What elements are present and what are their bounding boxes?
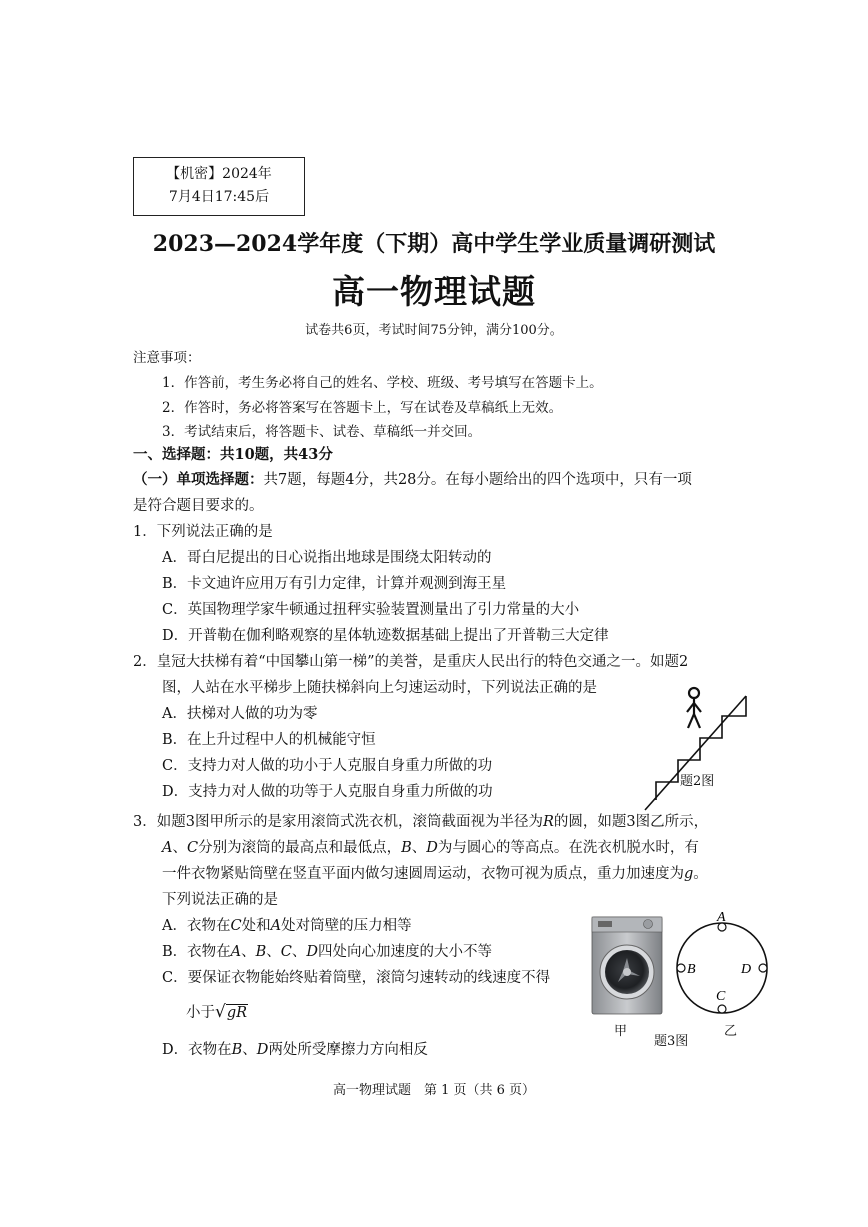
q3-stem-line-2	[162, 836, 699, 857]
drum-circle-figure	[672, 910, 772, 1018]
q2-option-d: D．支持力对人做的功等于人克服自身重力所做的功	[162, 784, 493, 800]
q1-option-b: B．卡文迪许应用万有引力定律，计算并观测到海王星	[162, 576, 507, 592]
q2-option-c: C．支持力对人做的功小于人克服自身重力所做的功	[162, 758, 493, 774]
q1-stem: 1．下列说法正确的是	[133, 524, 273, 540]
point-c-marker	[718, 1005, 726, 1013]
var-b: B	[255, 944, 267, 960]
subsection-line-2: 是符合题目要求的。	[133, 498, 264, 514]
q3-stem-text: 为与圆心的等高点。在洗衣机脱水时，有	[437, 840, 699, 856]
q3-stem-text: 、	[172, 840, 187, 856]
q3-option-b	[162, 940, 492, 961]
exam-title: 2023—2024学年度（下期）高中学生学业质量调研测试	[152, 231, 716, 257]
q2-stem-line-2: 图，人站在水平梯步上随扶梯斜向上匀速运动时，下列说法正确的是	[162, 680, 597, 696]
exam-info: 试卷共6页，考试时间75分钟，满分100分。	[305, 323, 563, 338]
figure-label-yi: 乙	[724, 1024, 738, 1039]
option-text: 处和	[241, 918, 271, 934]
q3-stem-text: 、	[411, 840, 427, 856]
notice-item-2: 2．作答时，务必将答案写在答题卡上，写在试卷及草稿纸上无效。	[162, 400, 563, 416]
sqrt-sign: √	[215, 1002, 226, 1022]
label-c: C	[716, 989, 726, 1004]
q1-option-c: C．英国物理学家牛顿通过扭秤实验装置测量出了引力常量的大小	[162, 602, 580, 618]
q3-figure-caption: 题3图	[654, 1034, 689, 1049]
var-c: C	[230, 918, 242, 934]
var-a: A	[270, 918, 282, 934]
q3-option-c-line-2	[186, 1001, 248, 1022]
label-a: A	[717, 910, 726, 925]
subsection-label: （一）单项选择题：	[133, 471, 264, 488]
q2-figure-caption: 题2图	[680, 774, 715, 789]
option-text: 两处所受摩擦力方向相反	[268, 1042, 428, 1058]
q3-option-a	[162, 914, 412, 935]
section-heading: 一、选择题：共10题，共43分	[133, 446, 333, 463]
sqrt-radicand: gR	[226, 1005, 248, 1021]
q3-stem-text: 。	[693, 866, 708, 882]
var-d: D	[306, 944, 319, 960]
q3-stem-text: 的圆，如题3图乙所示，	[553, 814, 709, 830]
escalator-incline-line	[645, 696, 746, 810]
var-c: C	[186, 840, 199, 856]
q3-stem-text: 分别为滚筒的最高点和最低点，	[198, 840, 402, 856]
var-b: B	[231, 1042, 243, 1058]
confidential-box	[133, 157, 305, 216]
figure-label-jia: 甲	[614, 1024, 628, 1039]
confidential-line-2: 7月4日17:45后	[168, 189, 270, 205]
subsection-line-1	[133, 468, 692, 489]
option-text: 、	[242, 1042, 257, 1058]
option-text: B．衣物在	[162, 944, 231, 960]
q2-stem-line-1: 2．皇冠大扶梯有着“中国攀山第一梯”的美誉，是重庆人民出行的特色交通之一。如题2	[133, 654, 689, 670]
subsection-desc: 共7题，每题4分，共28分。在每小题给出的四个选项中，只有一项	[263, 472, 692, 488]
subject-title: 高一物理试题	[332, 272, 536, 311]
label-b: B	[687, 962, 696, 977]
person-icon	[687, 688, 701, 728]
option-text: 、	[241, 944, 256, 960]
var-a: A	[162, 840, 173, 856]
option-text: 、	[291, 944, 307, 960]
q1-option-d: D．开普勒在伽利略观察的星体轨迹数据基础上提出了开普勒三大定律	[162, 628, 609, 644]
q3-stem-line-4: 下列说法正确的是	[162, 892, 278, 908]
option-text: D．衣物在	[162, 1042, 232, 1058]
var-r: R	[542, 814, 554, 830]
q2-option-b: B．在上升过程中人的机械能守恒	[162, 732, 376, 748]
washing-machine-figure	[590, 916, 664, 1016]
var-d: D	[256, 1042, 269, 1058]
option-text: 处对筒壁的压力相等	[281, 918, 412, 934]
option-text: A．衣物在	[162, 918, 231, 934]
point-d-marker	[759, 964, 767, 972]
var-b: B	[401, 840, 412, 856]
q3-stem-line-1	[133, 810, 708, 831]
option-text: 、	[266, 944, 281, 960]
notice-heading: 注意事项：	[133, 350, 201, 366]
label-d: D	[741, 962, 752, 977]
q3-stem-line-3	[162, 862, 708, 883]
q3-option-d	[162, 1038, 428, 1059]
q3-stem-text: 一件衣物紧贴筒壁在竖直平面内做匀速圆周运动，衣物可视为质点，重力加速度为	[162, 866, 684, 882]
var-d: D	[426, 840, 438, 856]
notice-item-1: 1．作答前，考生务必将自己的姓名、学校、班级、考号填写在答题卡上。	[162, 375, 603, 391]
q3-stem-text: 3．如题3图甲所示的是家用滚筒式洗衣机，滚筒截面视为半径为	[133, 814, 543, 830]
q2-option-a: A．扶梯对人做的功为零	[162, 706, 318, 722]
notice-item-3: 3．考试结束后，将答题卡、试卷、草稿纸一并交回。	[162, 424, 482, 440]
q3-option-c-line-1: C．要保证衣物能始终贴着筒壁，滚筒匀速转动的线速度不得	[162, 970, 551, 986]
var-g: g	[684, 866, 694, 882]
q1-option-a: A．哥白尼提出的日心说指出地球是围绕太阳转动的	[162, 550, 492, 566]
option-text: 四处向心加速度的大小不等	[318, 944, 493, 960]
escalator-figure	[640, 682, 750, 812]
var-c: C	[280, 944, 292, 960]
page-footer: 高一物理试题 第 1 页（共 6 页）	[332, 1083, 536, 1098]
option-text: 小于	[186, 1005, 215, 1021]
confidential-line-1: 【机密】2024年	[166, 166, 272, 182]
point-b-marker	[677, 964, 685, 972]
var-a: A	[230, 944, 242, 960]
